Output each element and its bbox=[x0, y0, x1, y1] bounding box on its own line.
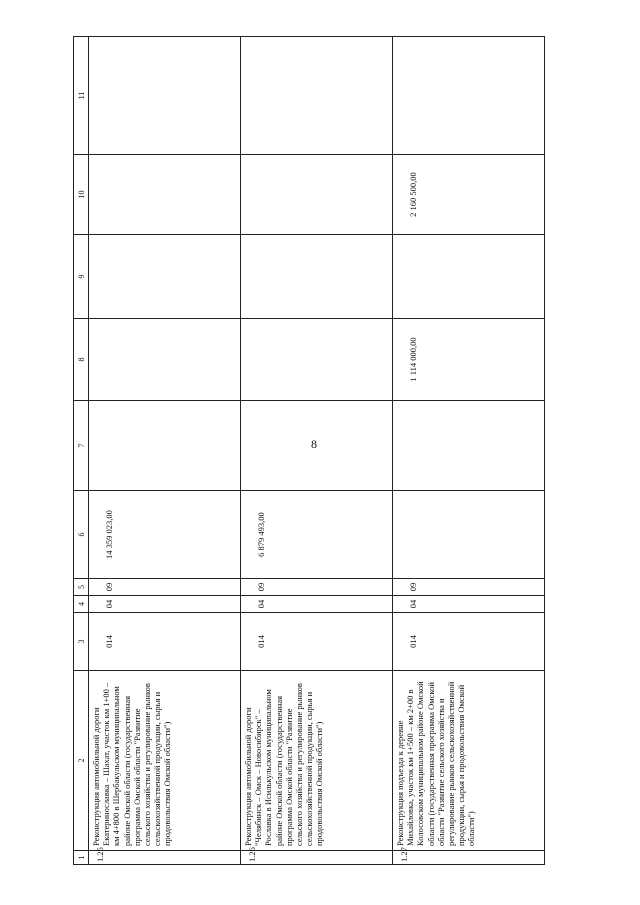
header-cell: 5 bbox=[74, 579, 89, 596]
cell-col4: 04 bbox=[89, 596, 241, 613]
header-cell: 7 bbox=[74, 401, 89, 491]
cell-col9 bbox=[393, 235, 545, 319]
cell-col11 bbox=[89, 37, 241, 155]
row-number: 1.27 bbox=[393, 851, 545, 865]
cell-col3: 014 bbox=[241, 613, 393, 671]
header-cell: 4 bbox=[74, 596, 89, 613]
cell-col5: 09 bbox=[89, 579, 241, 596]
header-cell: 8 bbox=[74, 319, 89, 401]
cell-col5: 09 bbox=[393, 579, 545, 596]
cell-col5: 09 bbox=[241, 579, 393, 596]
cell-col10: 2 160 500,00 bbox=[393, 155, 545, 235]
header-cell: 3 bbox=[74, 613, 89, 671]
cell-col10 bbox=[89, 155, 241, 235]
cell-col6: 14 359 023,00 bbox=[89, 491, 241, 579]
page-number: 8 bbox=[311, 437, 317, 451]
row-number: 1.26 bbox=[241, 851, 393, 865]
cell-col11 bbox=[241, 37, 393, 155]
cell-col3: 014 bbox=[393, 613, 545, 671]
cell-col7 bbox=[241, 401, 393, 491]
header-cell: 10 bbox=[74, 155, 89, 235]
header-cell: 1 bbox=[74, 851, 89, 865]
header-cell: 2 bbox=[74, 671, 89, 851]
project-name: Реконструкция подъезда к деревне Михайловка, участок км 1+500 – км 2+00 в Колосовском муниципальном районе Омской области (государственная программа Омской области "Развитие сельского хозяйства и регулирование рынков сельскохозяйственной продукции, сырья и продовольствия Омской области") bbox=[393, 671, 545, 851]
cell-col9 bbox=[89, 235, 241, 319]
table-row bbox=[241, 37, 393, 865]
cell-col8 bbox=[89, 319, 241, 401]
budget-table bbox=[73, 36, 545, 865]
cell-col10 bbox=[241, 155, 393, 235]
cell-col8: 1 114 000,00 bbox=[393, 319, 545, 401]
table-row bbox=[393, 37, 545, 865]
header-row bbox=[74, 37, 89, 865]
row-number: 1.25 bbox=[89, 851, 241, 865]
project-name: Реконструкция автомобильной дороги "Челябинск – Омск – Новосибирск" – Рославка в Исилькульском муниципальном районе Омской области (государственная программа Омской области "Развитие сельского хозяйства и регулирование рынков сельскохозяйственной продукции, сырья и продовольствия Омской области") bbox=[241, 671, 393, 851]
cell-col4: 04 bbox=[241, 596, 393, 613]
cell-col9 bbox=[241, 235, 393, 319]
cell-col7 bbox=[393, 401, 545, 491]
cell-col3: 014 bbox=[89, 613, 241, 671]
cell-col4: 04 bbox=[393, 596, 545, 613]
cell-col8 bbox=[241, 319, 393, 401]
cell-col7 bbox=[89, 401, 241, 491]
table-row bbox=[89, 37, 241, 865]
rotated-table-wrapper bbox=[73, 37, 500, 865]
header-cell: 11 bbox=[74, 37, 89, 155]
cell-col6 bbox=[393, 491, 545, 579]
header-cell: 6 bbox=[74, 491, 89, 579]
project-name: Реконструкция автомобильной дороги Екатеринославка – Шахат, участок км 1+00 – км 4+800 в Шербакульском муниципальном районе Омской области (государственная программа Омской области "Развитие сельского хозяйства и регулирование рынков сельскохозяйственной продукции, сырья и продовольствия Омской области") bbox=[89, 671, 241, 851]
cell-col11 bbox=[393, 37, 545, 155]
header-cell: 9 bbox=[74, 235, 89, 319]
cell-col6: 6 879 493,00 bbox=[241, 491, 393, 579]
